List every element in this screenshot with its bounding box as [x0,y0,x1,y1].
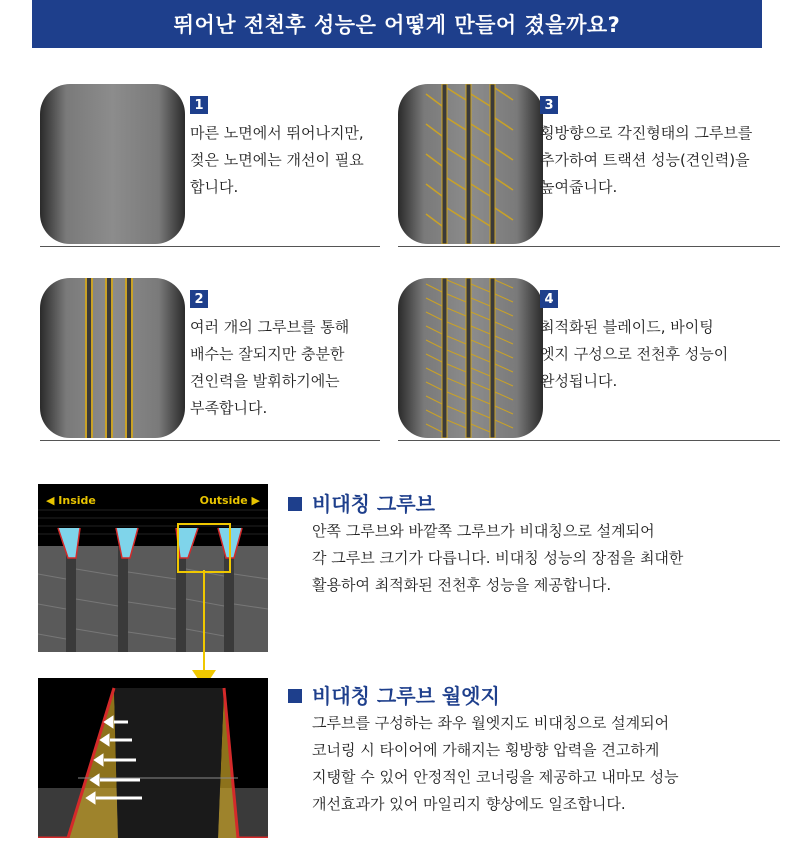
divider [40,440,380,441]
section-heading: 비대칭 그루브 월엣지 [312,684,500,708]
groove-cross-section-diagram [38,484,268,652]
tire-image-angled-grooves [398,84,543,244]
section-paragraph: 그루브를 구성하는 좌우 월엣지도 비대칭으로 설계되어 코너링 시 타이어에 가해지는 횡방향 압력을 견고하게 지탱할 수 있어 안정적인 코너링을 제공하고 내마모 성능 개선효과가 있어 마일리지 향상에도 일조합니다. [312,714,679,813]
step-description: 최적화된 블레이드, 바이팅 엣지 구성으로 전천후 성능이 완성됩니다. [540,318,729,390]
section-bullet [288,689,302,703]
tire-image-sipes [398,278,543,438]
section-heading: 비대칭 그루브 [312,492,435,516]
step-description: 여러 개의 그루브를 통해 배수는 잘되지만 충분한 견인력을 발휘하기에는 부족합니다. [190,318,350,417]
divider [398,246,780,247]
section-paragraph: 안쪽 그루브와 바깥쪽 그루브가 비대칭으로 설계되어 각 그루브 크기가 다릅니다. 비대칭 성능의 장점을 최대한 활용하여 최적화된 전천후 성능을 제공합니다. [312,522,684,594]
divider [398,440,780,441]
step-description: 마른 노면에서 뛰어나지만, 젖은 노면에는 개선이 필요 합니다. [190,124,364,196]
step-number-badge: 1 [190,96,208,114]
step-number-badge: 2 [190,290,208,308]
outside-label: Outside ▶ [199,494,260,507]
section-bullet [288,497,302,511]
page-title: 뛰어난 전천후 성능은 어떻게 만들어 졌을까요? [32,0,762,48]
tire-image-grooves [40,278,185,438]
connector-arrow [192,570,232,690]
groove-wall-diagram [38,678,268,838]
step-number-badge: 4 [540,290,558,308]
divider [40,246,380,247]
tire-image-slick [40,84,185,244]
step-number-badge: 3 [540,96,558,114]
step-description: 횡방향으로 각진형태의 그루브를 추가하여 트랙션 성능(견인력)을 높여줍니다. [540,124,753,196]
inside-label: ◀ Inside [46,494,96,507]
